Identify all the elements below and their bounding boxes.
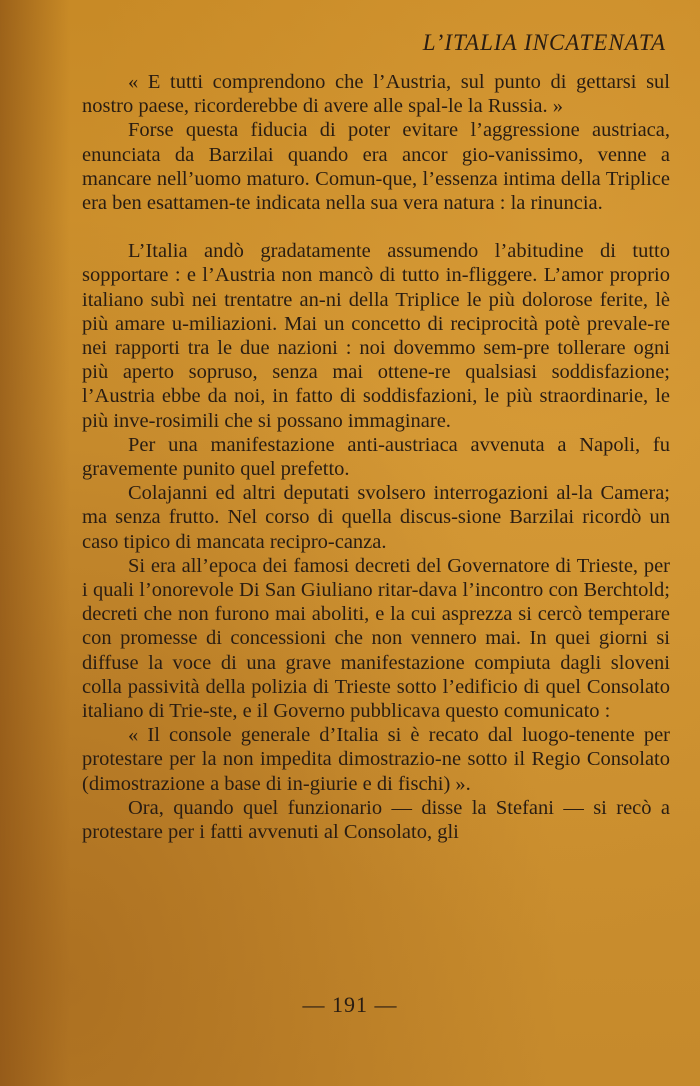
paragraph-barzilai-fiducia: Forse questa fiducia di poter evitare l’aggressione austriaca, enunciata da Barzilai quando era ancor gio-vanissimo, venne a mancare nell’uomo maturo. Comun-que, l’essenza intima della Triplice era ben esattamen-te indicata nella sua vera natura : la rinuncia. <box>82 119 670 215</box>
paragraph-decreti-trieste: Si era all’epoca dei famosi decreti del Governatore di Trieste, per i quali l’onorevole Di San Giuliano ritar-dava l’incontro con Berchtold; decreti che non furono mai aboliti, e la cui asprezza si cercò temperare con promesse di concessioni che non vennero mai. In quei giorni si diffuse la voce di una grave manifestazione compiuta dagli sloveni colla passività della polizia di Trieste sotto l’edificio di quel Consolato italiano di Trie-ste, e il Governo pubblicava questo comunicato : <box>82 554 670 723</box>
paragraph-abitudine: L’Italia andò gradatamente assumendo l’abitudine di tutto sopportare : e l’Austria non mancò di tutto in-fliggere. L’amor proprio italiano subì nei trentatre an-ni della Triplice le più dolorose ferite, lè più amare u-miliazioni. Mai un concetto di reciprocità potè prevale-re nei rapporti tra le due nazioni : noi dovemmo sem-pre tollerare ogni più aperto sopruso, senza mai ottene-re qualsiasi soddisfazione; l’Austria ebbe da noi, in fatto di soddisfazioni, le più straordinarie, le più inve-rosimili che si possano immaginare. <box>82 240 670 432</box>
paragraph-stefani: Ora, quando quel funzionario — disse la Stefani — si recò a protestare per i fatti avvenuti al Consolato, gli <box>82 796 670 844</box>
paragraph-napoli: Per una manifestazione anti-austriaca avvenuta a Napoli, fu gravemente punito quel prefetto. <box>82 433 670 481</box>
body-text <box>82 70 670 844</box>
paragraph-comunicato-quote: « Il console generale d’Italia si è recato dal luogo-tenente per protestare per la non impedita dimostrazio-ne sotto il Regio Consolato (dimostrazione a base di in-giurie e di fischi) ». <box>82 724 670 795</box>
running-title: L’ITALIA INCATENATA <box>422 30 666 55</box>
paragraph-colajanni: Colajanni ed altri deputati svolsero interrogazioni al-la Camera; ma senza frutto. Nel corso di quella discus-sione Barzilai ricordò un caso tipico di mancata recipro-canza. <box>82 482 670 553</box>
paragraph-quote-russia: « E tutti comprendono che l’Austria, sul punto di gettarsi sul nostro paese, ricorderebbe di avere alle spal-le la Russia. » <box>82 71 670 118</box>
page-number: — 191 — <box>302 992 398 1017</box>
